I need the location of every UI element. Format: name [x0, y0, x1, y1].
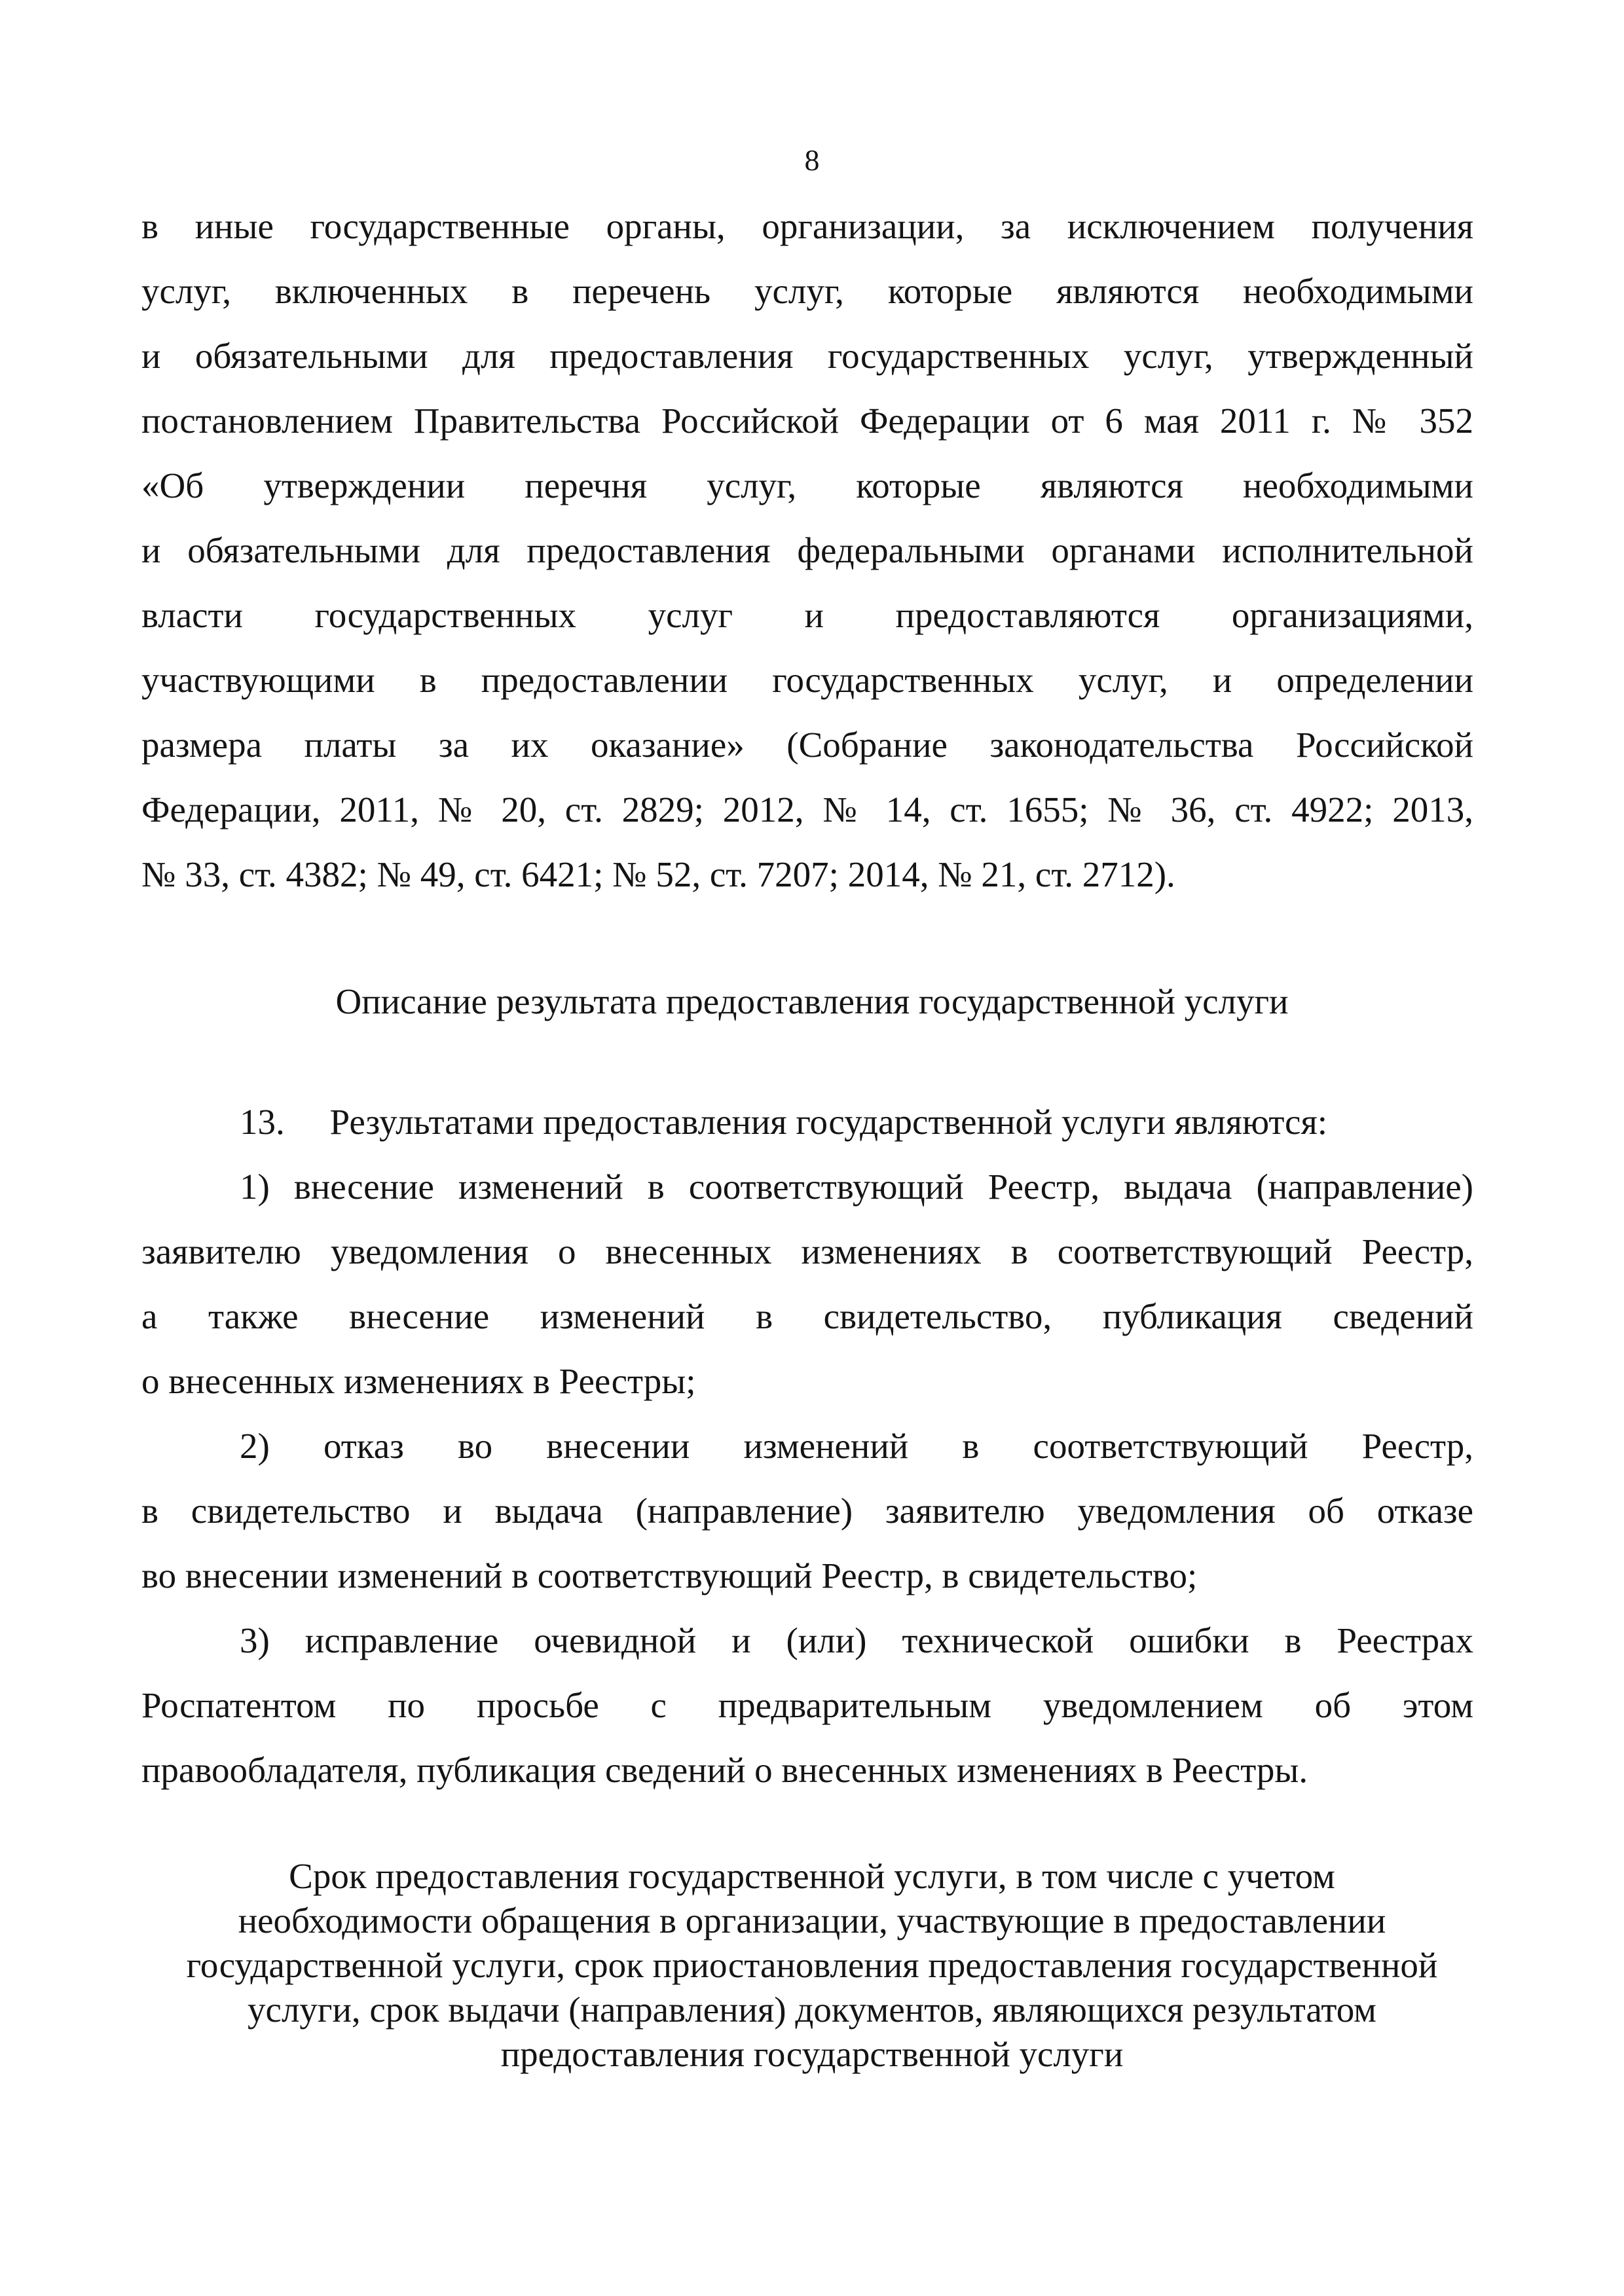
text-line: власти государственных услуг и предоставляются организациями, — [141, 595, 1473, 635]
text-line: 13. Результатами предоставления государственной услуги являются: — [240, 1102, 1328, 1142]
section-title-service-term — [131, 1854, 1493, 2077]
text-line: а также внесение изменений в свидетельство, публикация сведений — [141, 1296, 1473, 1336]
text-line: «Об утверждении перечня услуг, которые являются необходимыми — [141, 465, 1473, 505]
text-line: правообладателя, публикация сведений о внесенных изменениях в Реестры. — [141, 1750, 1308, 1790]
results-list — [141, 1089, 1473, 1802]
text-line: в иные государственные органы, организации, за исключением получения — [141, 206, 1473, 246]
text-line: № 33, ст. 4382; № 49, ст. 6421; № 52, ст. 7207; 2014, № 21, ст. 2712). — [141, 854, 1175, 894]
text-line: Роспатентом по просьбе с предварительным уведомлением об этом — [141, 1685, 1473, 1725]
text-line: 2) отказ во внесении изменений в соответствующий Реестр, — [240, 1426, 1473, 1466]
result-item-2 — [141, 1413, 1473, 1608]
title-line: услуги, срок выдачи (направления) документов, являющихся результатом — [248, 1990, 1376, 2030]
text-line: во внесении изменений в соответствующий Реестр, в свидетельство; — [141, 1556, 1198, 1595]
title-line: предоставления государственной услуги — [500, 2034, 1124, 2074]
title-line: необходимости обращения в организации, участвующие в предоставлении — [238, 1901, 1386, 1941]
text-line: 1) внесение изменений в соответствующий Реестр, выдача (направление) — [240, 1167, 1473, 1207]
text-line: 3) исправление очевидной и (или) технической ошибки в Реестрах — [240, 1620, 1473, 1660]
section-title-result-description: Описание результата предоставления государственной услуги — [335, 981, 1289, 1021]
text-line: Федерации, 2011, № 20, ст. 2829; 2012, № 14, ст. 1655; № 36, ст. 4922; 2013, — [141, 790, 1473, 829]
result-item-1 — [141, 1154, 1473, 1413]
intro-paragraph — [141, 194, 1473, 907]
text-line: размера платы за их оказание» (Собрание законодательства Российской — [141, 725, 1473, 765]
title-line: Срок предоставления государственной услуги, в том числе с учетом — [289, 1856, 1335, 1896]
text-line: о внесенных изменениях в Реестры; — [141, 1361, 696, 1401]
text-line: постановлением Правительства Российской Федерации от 6 мая 2011 г. № 352 — [141, 401, 1473, 441]
page-number: 8 — [804, 143, 820, 177]
text-line: услуг, включенных в перечень услуг, которые являются необходимыми — [141, 271, 1473, 311]
text-line: и обязательными для предоставления государственных услуг, утвержденный — [141, 336, 1473, 376]
text-line: участвующими в предоставлении государственных услуг, и определении — [141, 660, 1473, 700]
title-line: государственной услуги, срок приостановления предоставления государственной — [186, 1945, 1438, 1985]
text-line: в свидетельство и выдача (направление) заявителю уведомления об отказе — [141, 1491, 1473, 1531]
text-line: и обязательными для предоставления федеральными органами исполнительной — [141, 530, 1473, 570]
item-13-paragraph — [141, 1089, 1473, 1154]
result-item-3 — [141, 1608, 1473, 1802]
text-line: заявителю уведомления о внесенных изменениях в соответствующий Реестр, — [141, 1231, 1473, 1271]
